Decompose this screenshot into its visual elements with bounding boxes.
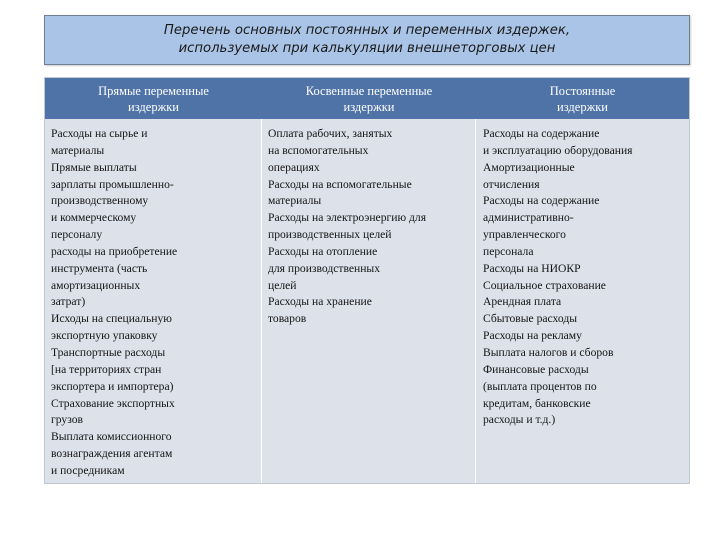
cell-text-line: производственному [51,194,149,208]
cell-text-line: инструмента (часть [51,261,148,275]
cell-text-line: для производственных [268,261,381,275]
cell-text-line: на вспомогательных [268,143,369,157]
cell-text-line: и эксплуатацию оборудования [483,143,633,157]
cell-text-line: и коммерческому [51,211,137,225]
cell-text-line: расходы на приобретение [51,244,178,258]
cell-text-line: Расходы на содержание [483,194,600,208]
cell-text-line: Амортизационные [483,160,575,174]
table-header-row [45,78,689,119]
header-line: Косвенные переменные [305,83,433,98]
cell-text-line: Расходы на электроэнергию для [268,211,427,225]
header-fixed-costs [476,78,689,119]
cell-text-line: [на территориях стран [51,362,162,376]
cell-fixed-costs [476,119,689,483]
header-indirect-variable-costs [262,78,476,119]
cell-text-line: Расходы на отопление [268,244,378,258]
header-line: издержки [128,99,179,114]
header-direct-variable-costs [45,78,262,119]
cell-text-line: Выплата налогов и сборов [483,345,614,359]
cell-text-line: затрат) [51,295,86,309]
cell-text-line: Расходы на рекламу [483,329,582,343]
cell-text-line: Расходы на НИОКР [483,261,581,275]
cell-text-line: Оплата рабочих, занятых [268,127,393,140]
cell-text-line: зарплаты промышленно- [51,177,174,191]
cell-text-line: Финансовые расходы [483,362,589,376]
cell-text-line: Транспортные расходы [51,345,166,359]
cell-text-line: управленческого [483,228,566,242]
cell-text-line: товаров [268,312,307,326]
cell-text-line: материалы [268,194,322,208]
cell-text-line: Сбытовые расходы [483,312,578,326]
cell-text-line: целей [268,278,297,292]
header-line: издержки [557,99,608,114]
cell-text-line: амортизационных [51,278,141,292]
cell-text-line: отчисления [483,177,540,191]
cell-text-line: Расходы на вспомогательные [268,177,412,191]
cell-text-line: и посредникам [51,463,125,477]
page-title-line-1: Перечень основных постоянных и переменных издержек, [163,23,571,38]
cell-text-line: операциях [268,160,320,174]
costs-table [44,77,690,484]
cell-text-line: экспортную упаковку [51,329,158,343]
cell-text-line: кредитам, банковские [483,396,591,410]
cell-text-line: Исходы на специальную [51,312,172,326]
table-body-row [45,119,689,483]
cell-text-line: производственных целей [268,228,392,242]
cell-indirect-variable-costs [262,119,476,483]
header-line: Постоянные [549,83,616,98]
header-line: издержки [343,99,395,114]
cell-text-line: вознаграждения агентам [51,447,173,461]
cell-text-line: Социальное страхование [483,278,606,292]
cell-text-line: Прямые выплаты [51,160,137,174]
page-title-line-2: используемых при калькуляции внешнеторговых цен [178,41,556,56]
cell-text-line: Арендная плата [483,295,562,309]
cell-text-line: административно- [483,211,574,225]
cell-text-line: персоналу [51,228,103,242]
cell-text-line: материалы [51,143,105,157]
cell-text-line: экспортера и импортера) [51,379,174,393]
cell-direct-variable-costs [45,119,262,483]
cell-text-line: грузов [51,413,83,427]
cell-text-line: Расходы на содержание [483,127,600,140]
cell-text-line: расходы и т.д.) [483,413,556,427]
cell-text-line: Расходы на сырье и [51,127,148,140]
cell-text-line: Выплата комиссионного [51,430,172,444]
cell-text-line: персонала [483,244,534,258]
page-title [44,15,690,65]
cell-text-line: (выплата процентов по [483,379,597,393]
cell-text-line: Страхование экспортных [51,396,175,410]
cell-text-line: Расходы на хранение [268,295,372,309]
header-line: Прямые переменные [98,83,209,98]
